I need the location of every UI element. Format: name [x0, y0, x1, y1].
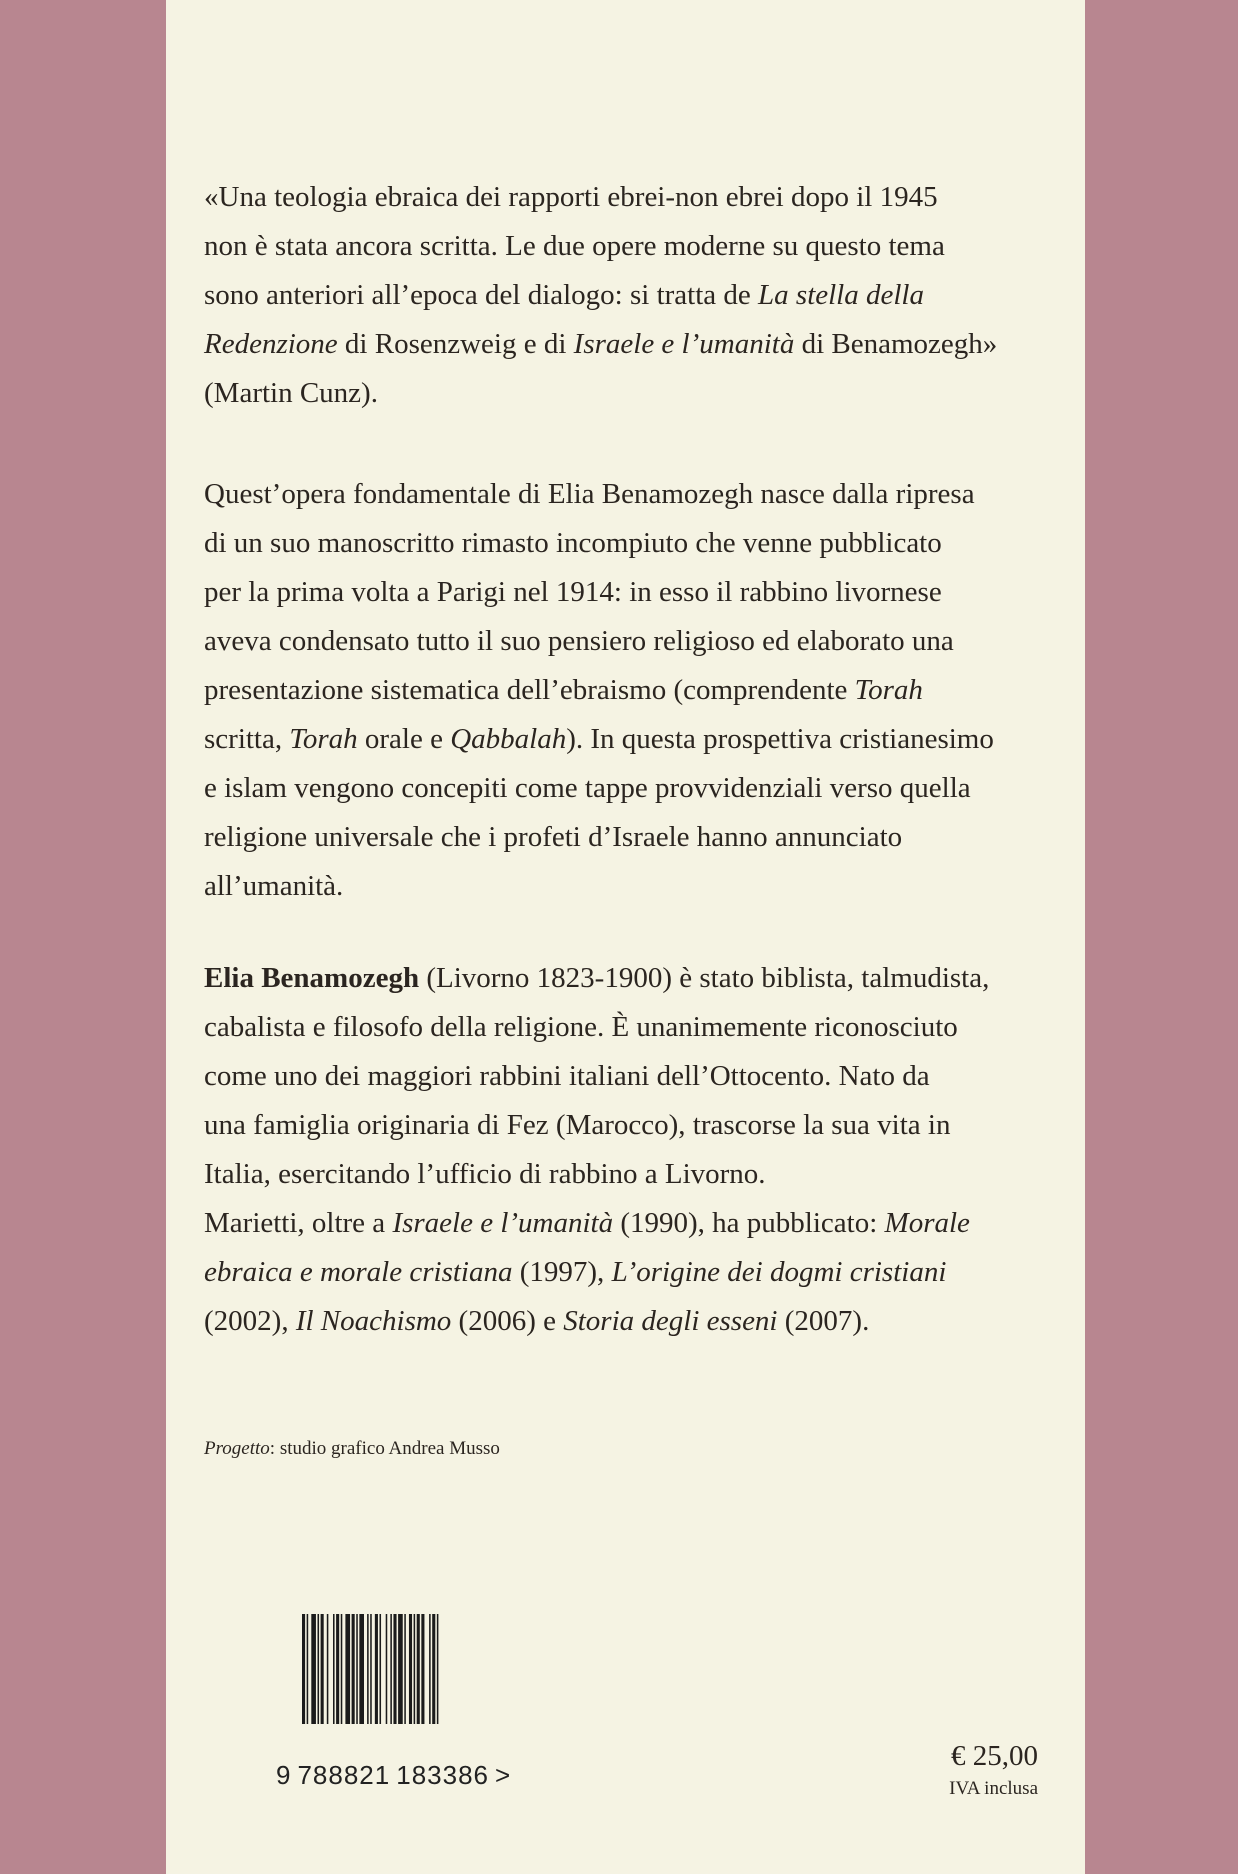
italic-term: Torah — [854, 674, 923, 706]
text-line: una famiglia originaria di Fez (Marocco), trascorse la sua vita in — [204, 1109, 951, 1141]
text-line: per la prima volta a Parigi nel 1914: in esso il rabbino livornese — [204, 576, 942, 608]
isbn-digit-group: 788821 — [297, 1760, 391, 1790]
text-run: (2002), — [204, 1305, 296, 1337]
text-line: aveva condensato tutto il suo pensiero religioso ed elaborato una — [204, 625, 954, 657]
left-cover-band — [0, 0, 166, 1874]
isbn-digit-group: 9 — [276, 1760, 292, 1790]
text-line: religione universale che i profeti d’Israele hanno annunciato — [204, 821, 903, 853]
barcode-bar — [341, 1614, 343, 1724]
barcode-bar — [352, 1614, 355, 1724]
text-line: «Una teologia ebraica dei rapporti ebrei-non ebrei dopo il 1945 — [204, 181, 938, 213]
barcode-bar — [417, 1614, 420, 1724]
italic-title: Redenzione — [204, 328, 338, 360]
barcode-bar — [333, 1614, 335, 1724]
barcode-bar — [327, 1614, 329, 1724]
text-line — [204, 1248, 1049, 1297]
text-line: all’umanità. — [204, 870, 344, 902]
italic-term: Torah — [289, 723, 358, 755]
text-line — [204, 271, 1049, 320]
tax-note: IVA inclusa — [949, 1778, 1038, 1799]
text-line — [204, 666, 1049, 715]
barcode-bar — [359, 1614, 364, 1724]
barcode-bar — [345, 1614, 350, 1724]
description-paragraph — [204, 470, 1049, 911]
barcode-bar — [370, 1614, 372, 1724]
isbn-digits — [276, 1760, 517, 1791]
text-line: di un suo manoscritto rimasto incompiuto che venne pubblicato — [204, 527, 942, 559]
text-run: (Livorno 1823-1900) è stato biblista, talmudista, — [419, 962, 990, 994]
author-bio-paragraph — [204, 954, 1049, 1346]
barcode-bar — [421, 1614, 424, 1724]
credit-text: : studio grafico Andrea Musso — [269, 1438, 500, 1459]
barcode-bar — [356, 1614, 358, 1724]
barcode-bar — [311, 1614, 316, 1724]
italic-term: Qabbalah — [450, 723, 567, 755]
barcode-bar — [398, 1614, 403, 1724]
barcode-bar — [380, 1614, 382, 1724]
barcode-bar — [386, 1614, 388, 1724]
author-name: Elia Benamozegh — [204, 962, 420, 994]
text-run: Marietti, oltre a — [204, 1207, 393, 1239]
text-run: di Rosenzweig e di — [337, 328, 574, 360]
text-line: Italia, esercitando l’ufficio di rabbino a Livorno. — [204, 1158, 766, 1190]
isbn-arrow: > — [495, 1760, 512, 1790]
barcode-bar — [414, 1614, 416, 1724]
barcode-bar — [390, 1614, 392, 1724]
text-line — [204, 1297, 1049, 1346]
text-run: (2007). — [777, 1305, 870, 1337]
text-run: presentazione sistematica dell’ebraismo (comprendente — [204, 674, 855, 706]
italic-title: Morale — [884, 1207, 970, 1239]
barcode-bar — [307, 1614, 309, 1724]
price: € 25,00 — [951, 1740, 1038, 1772]
barcode-bar — [393, 1614, 396, 1724]
text-line: come uno dei maggiori rabbini italiani dell’Ottocento. Nato da — [204, 1060, 930, 1092]
barcode-bar — [302, 1614, 305, 1724]
isbn-digit-group: 183386 — [396, 1760, 489, 1790]
italic-title: La stella della — [758, 279, 924, 311]
text-run: (2006) e — [451, 1305, 564, 1337]
text-line: non è stata ancora scritta. Le due opere moderne su questo tema — [204, 230, 945, 262]
quote-paragraph — [204, 173, 1049, 418]
text-line: Quest’opera fondamentale di Elia Benamozegh nasce dalla ripresa — [204, 478, 975, 510]
barcode-bar — [321, 1614, 324, 1724]
text-run: orale e — [357, 723, 451, 755]
italic-title: Il Noachismo — [295, 1305, 452, 1337]
barcode-bar — [336, 1614, 339, 1724]
barcode-bar — [375, 1614, 378, 1724]
credit-label: Progetto — [204, 1438, 270, 1459]
text-run: scritta, — [204, 723, 290, 755]
barcode-bar — [318, 1614, 320, 1724]
barcode-bar — [404, 1614, 406, 1724]
barcode-bar — [429, 1614, 431, 1724]
text-line — [204, 954, 1049, 1003]
text-run: di Benamozegh» — [794, 328, 998, 360]
text-run: (1990), ha pubblicato: — [613, 1207, 885, 1239]
italic-title: ebraica e morale cristiana — [204, 1256, 513, 1288]
text-line: (Martin Cunz). — [204, 377, 378, 409]
right-cover-band — [1085, 0, 1238, 1874]
text-line — [204, 715, 1049, 764]
text-run: (1997), — [512, 1256, 612, 1288]
isbn-barcode — [302, 1614, 520, 1724]
italic-title: Storia degli esseni — [563, 1305, 778, 1337]
design-credit — [204, 1438, 500, 1460]
text-line — [204, 1199, 1049, 1248]
barcode-bar — [367, 1614, 369, 1724]
text-line — [204, 320, 1049, 369]
text-run: ). In questa prospettiva cristianesimo — [566, 723, 994, 755]
italic-title: Israele e l’umanità — [392, 1207, 614, 1239]
barcode-bar — [437, 1614, 439, 1724]
italic-title: Israele e l’umanità — [573, 328, 795, 360]
text-line: cabalista e filosofo della religione. È unanimemente riconosciuto — [204, 1011, 958, 1043]
italic-title: L’origine dei dogmi cristiani — [611, 1256, 947, 1288]
text-line: e islam vengono concepiti come tappe provvidenziali verso quella — [204, 772, 971, 804]
barcode-bar — [409, 1614, 412, 1724]
text-run: sono anteriori all’epoca del dialogo: si tratta de — [204, 279, 759, 311]
barcode-bar — [432, 1614, 435, 1724]
